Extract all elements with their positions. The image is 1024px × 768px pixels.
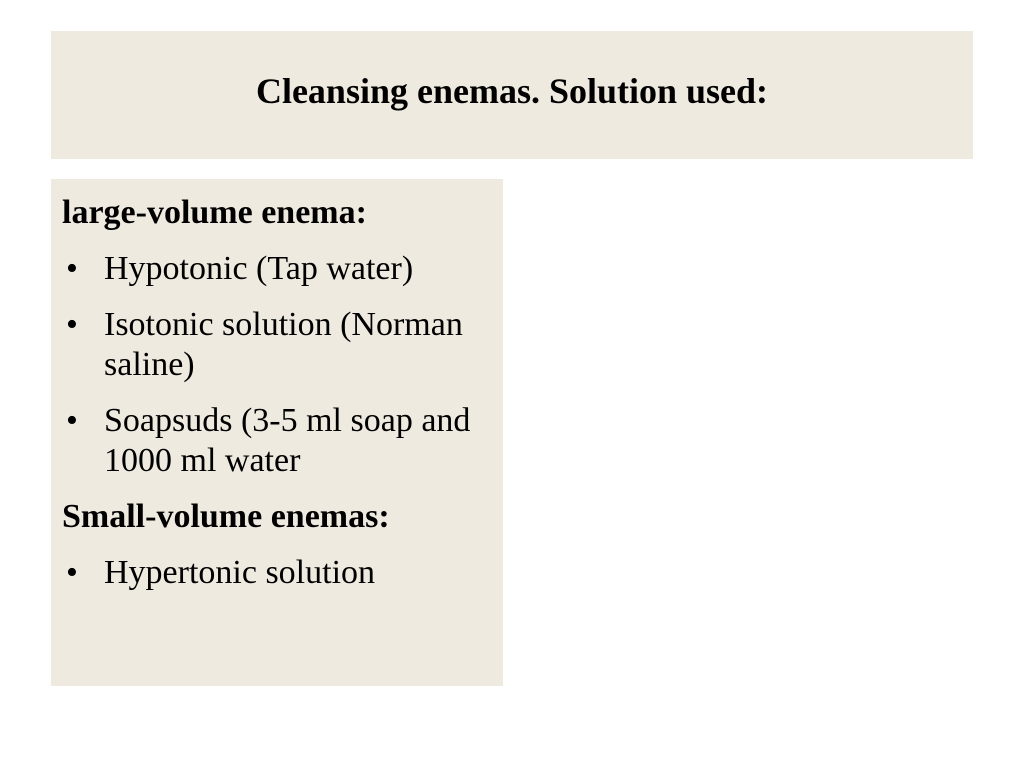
list-item [62, 553, 493, 593]
list-item [62, 401, 493, 481]
title-panel [51, 31, 973, 159]
bullet-icon: • [66, 250, 78, 287]
list-item-text: Soapsuds (3-5 ml soap and 1000 ml water [104, 402, 471, 479]
list-item [62, 305, 493, 385]
bullet-icon: • [66, 554, 78, 591]
content-panel [51, 179, 503, 686]
list-item-text: Hypertonic solution [104, 554, 376, 591]
list-item [62, 249, 493, 289]
bullet-icon: • [66, 402, 78, 439]
slide-title: Cleansing enemas. Solution used: [255, 71, 769, 111]
section-heading-small-volume: Small-volume enemas: [62, 498, 390, 535]
list-item-text: Isotonic solution (Norman saline) [104, 306, 463, 383]
bullet-list-small-volume [62, 553, 493, 593]
bullet-list-large-volume [62, 249, 493, 481]
list-item-text: Hypotonic (Tap water) [104, 250, 414, 287]
section-heading-large-volume: large-volume enema: [62, 194, 367, 231]
bullet-icon: • [66, 306, 78, 343]
